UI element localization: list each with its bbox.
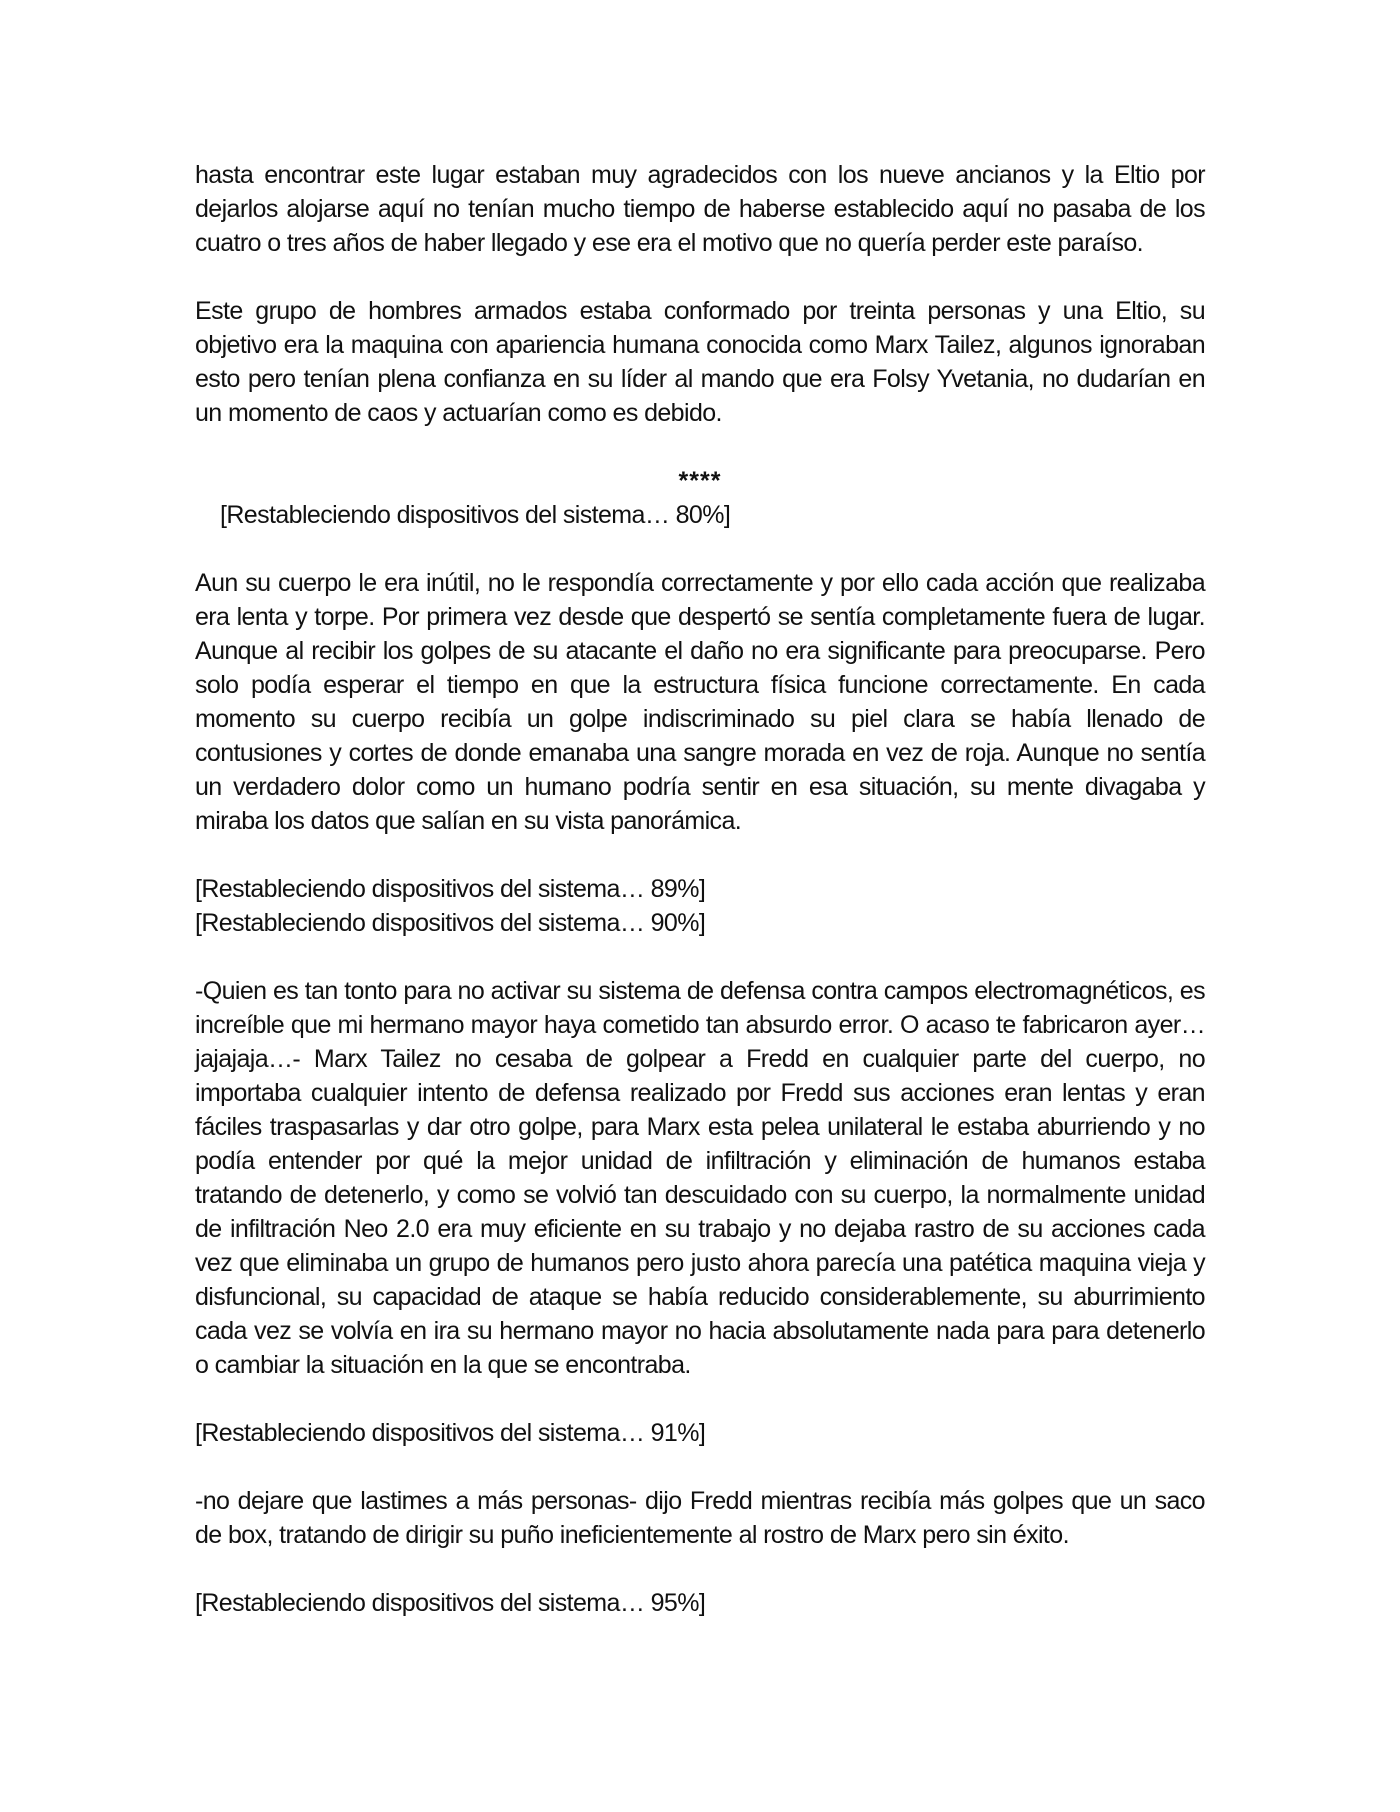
spacer	[195, 940, 1205, 974]
system-status-90: [Restableciendo dispositivos del sistema… 90%]	[195, 909, 706, 937]
system-status-80: [Restableciendo dispositivos del sistema… 80%]	[220, 501, 731, 529]
paragraph-2: Este grupo de hombres armados estaba conformado por treinta personas y una Eltio, su objetivo era la maquina con apariencia humana conocida como Marx Tailez, algunos ignoraban esto pero tenían plena confianza en su líder al mando que era Folsy Yvetania, no dudarían en un momento de caos y actuarían como es debido.	[195, 297, 1205, 427]
spacer	[195, 1450, 1205, 1484]
spacer	[195, 532, 1205, 566]
section-separator: ****	[678, 467, 722, 495]
paragraph-5: -no dejare que lastimes a más personas- dijo Fredd mientras recibía más golpes que un saco de box, tratando de dirigir su puño ineficientemente al rostro de Marx pero sin éxito.	[195, 1487, 1205, 1549]
system-status-91: [Restableciendo dispositivos del sistema… 91%]	[195, 1419, 706, 1447]
paragraph-3: Aun su cuerpo le era inútil, no le respondía correctamente y por ello cada acción que realizaba era lenta y torpe. Por primera vez desde que despertó se sentía completamente fuera de lugar. Aunque al recibir los golpes de su atacante el daño no era significante para preocuparse. Pero solo podía esperar el tiempo en que la estructura física funcione correctamente. En cada momento su cuerpo recibía un golpe indiscriminado su piel clara se había llenado de contusiones y cortes de donde emanaba una sangre morada en vez de roja. Aunque no sentía un verdadero dolor como un humano podría sentir en esa situación, su mente divagaba y miraba los datos que salían en su vista panorámica.	[195, 569, 1205, 835]
system-status-89: [Restableciendo dispositivos del sistema… 89%]	[195, 875, 706, 903]
paragraph-1: hasta encontrar este lugar estaban muy agradecidos con los nueve ancianos y la Eltio por dejarlos alojarse aquí no tenían mucho tiempo de haberse establecido aquí no pasaba de los cuatro o tres años de haber llegado y ese era el motivo que no quería perder este paraíso.	[195, 161, 1205, 257]
system-status-95: [Restableciendo dispositivos del sistema… 95%]	[195, 1589, 706, 1617]
document-body	[195, 158, 1205, 1620]
paragraph-4: -Quien es tan tonto para no activar su sistema de defensa contra campos electromagnéticos, es increíble que mi hermano mayor haya cometido tan absurdo error. O acaso te fabricaron ayer… jajajaja…- Marx Tailez no cesaba de golpear a Fredd en cualquier parte del cuerpo, no importaba cualquier intento de defensa realizado por Fredd sus acciones eran lentas y eran fáciles traspasarlas y dar otro golpe, para Marx esta pelea unilateral le estaba aburriendo y no podía entender por qué la mejor unidad de infiltración y eliminación de humanos estaba tratando de detenerlo, y como se volvió tan descuidado con su cuerpo, la normalmente unidad de infiltración Neo 2.0 era muy eficiente en su trabajo y no dejaba rastro de su acciones cada vez que eliminaba un grupo de humanos pero justo ahora parecía una patética maquina vieja y disfuncional, su capacidad de ataque se había reducido considerablemente, su aburrimiento cada vez se volvía en ira su hermano mayor no hacia absolutamente nada para para detenerlo o cambiar la situación en la que se encontraba.	[195, 977, 1205, 1379]
